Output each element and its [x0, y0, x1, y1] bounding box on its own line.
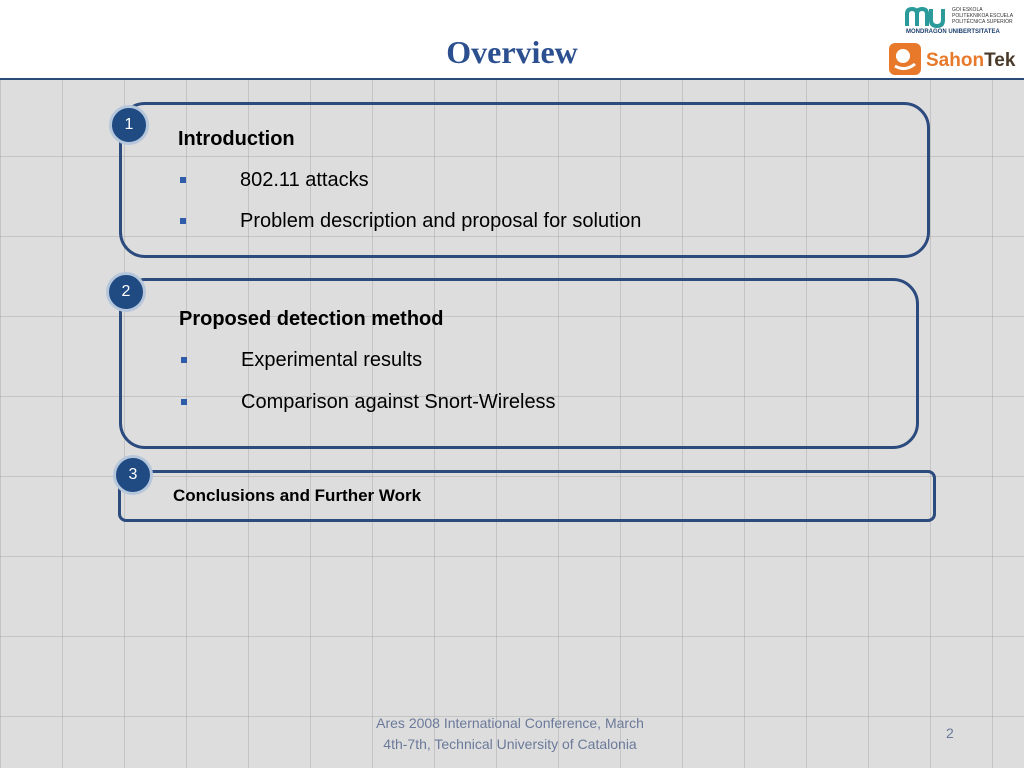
tek-text: Tek	[984, 50, 1016, 71]
section-heading-introduction: Introduction	[178, 128, 295, 150]
page-number: 2	[946, 725, 954, 741]
mondragon-name: MONDRAGON UNIBERTSITATEA	[906, 29, 1000, 35]
section-heading-proposed-method: Proposed detection method	[179, 308, 444, 330]
sahon-text: Sahon	[926, 50, 985, 71]
header	[0, 0, 1024, 80]
bullet-text: Experimental results	[241, 349, 423, 371]
section-number-3: 3	[113, 455, 153, 495]
section-box-proposed-method	[119, 278, 919, 449]
bullet-text: Problem description and proposal for solution	[240, 210, 642, 232]
square-bullet-icon	[181, 357, 187, 363]
mondragon-subtitle: GOI ESKOLA POLITEKNIKOA ESCUELA POLITÉCNICA SUPERIOR	[952, 7, 1013, 25]
square-bullet-icon	[180, 177, 186, 183]
footer-line-1: Ares 2008 International Conference, March	[376, 715, 644, 731]
bullet-text: 802.11 attacks	[240, 169, 369, 191]
mondragon-logo	[904, 6, 1016, 40]
section-number-1: 1	[109, 105, 149, 145]
section-number-2: 2	[106, 272, 146, 312]
square-bullet-icon	[180, 218, 186, 224]
footer-text	[330, 713, 690, 755]
sahontek-mark-icon	[888, 42, 922, 76]
sahontek-wordmark	[926, 50, 1015, 72]
bullet-text: Comparison against Snort-Wireless	[241, 391, 556, 413]
sahontek-logo	[888, 42, 1016, 78]
square-bullet-icon	[181, 399, 187, 405]
slide-title: Overview	[446, 34, 578, 70]
footer-line-2: 4th-7th, Technical University of Catalonia	[383, 736, 637, 752]
section-heading-conclusions: Conclusions and Further Work	[173, 486, 422, 505]
